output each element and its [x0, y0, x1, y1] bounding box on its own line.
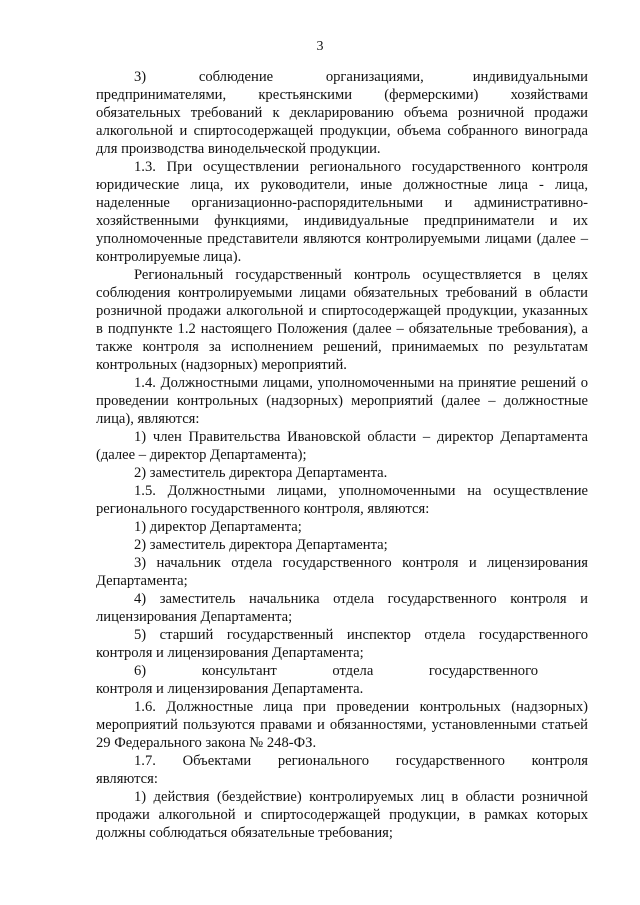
list-item-1-5-2: 2) заместитель директора Департамента;	[134, 537, 388, 553]
list-item-1-5-3: 3) начальник отдела государственного контроля и лицензирования Департамента;	[96, 555, 588, 589]
paragraph-regional-control-goals: Региональный государственный контроль осуществляется в целях соблюдения контролируемыми лицами обязательных требований в области розничной продажи алкогольной и спиртосодержащей продукции, указанных в подпункте 1.2 настоящего Положения (далее – обязательные требования), а также контроля за исполнением решений, принимаемых по результатам контрольных (надзорных) мероприятий.	[96, 267, 588, 373]
paragraph-1-7: 1.7. Объектами регионального государственного контроля являются:	[96, 753, 588, 787]
list-item-1-5-4: 4) заместитель начальника отдела государственного контроля и лицензирования Департамента;	[96, 591, 588, 625]
list-item-1-5-5: 5) старший государственный инспектор отдела государственного контроля и лицензирования Департамента;	[96, 627, 588, 661]
paragraph-1-5: 1.5. Должностными лицами, уполномоченными на осуществление регионального государственного контроля, являются:	[96, 483, 588, 517]
paragraph-item-3-compliance: 3) соблюдение организациями, индивидуальными предпринимателями, крестьянскими (фермерскими) хозяйствами обязательных требований к декларированию объема розничной продажи алкогольной и спиртосодержащей продукции, объема собранного винограда для производства винодельческой продукции.	[96, 69, 588, 157]
list-item-1-7-1: 1) действия (бездействие) контролируемых лиц в области розничной продажи алкогольной и спиртосодержащей продукции, в рамках которых должны соблюдаться обязательные требования;	[96, 789, 588, 841]
paragraph-1-3: 1.3. При осуществлении регионального государственного контроля юридические лица, их руководители, иные должностные лица - лица, наделенные организационно-распорядительными и административно-хозяйственными функциями, индивидуальные предприниматели и их уполномоченные представители являются контролируемыми лицами (далее – контролируемые лица).	[96, 159, 588, 265]
document-body	[96, 68, 588, 842]
paragraph-1-4: 1.4. Должностными лицами, уполномоченными на принятие решений о проведении контрольных (надзорных) мероприятий (далее – должностные лица), являются:	[96, 375, 588, 427]
list-item-1-4-1: 1) член Правительства Ивановской области – директор Департамента (далее – директор Департамента);	[96, 429, 588, 463]
list-item-1-4-2: 2) заместитель директора Департамента.	[134, 465, 388, 481]
page-number: 3	[316, 39, 324, 54]
list-item-1-5-1: 1) директор Департамента;	[134, 519, 302, 535]
list-item-1-5-6: 6) консультант отдела государственного контроля и лицензирования Департамента.	[96, 663, 588, 697]
paragraph-1-6: 1.6. Должностные лица при проведении контрольных (надзорных) мероприятий пользуются правами и обязанностями, установленными статьей 29 Федерального закона № 248-ФЗ.	[96, 699, 588, 751]
